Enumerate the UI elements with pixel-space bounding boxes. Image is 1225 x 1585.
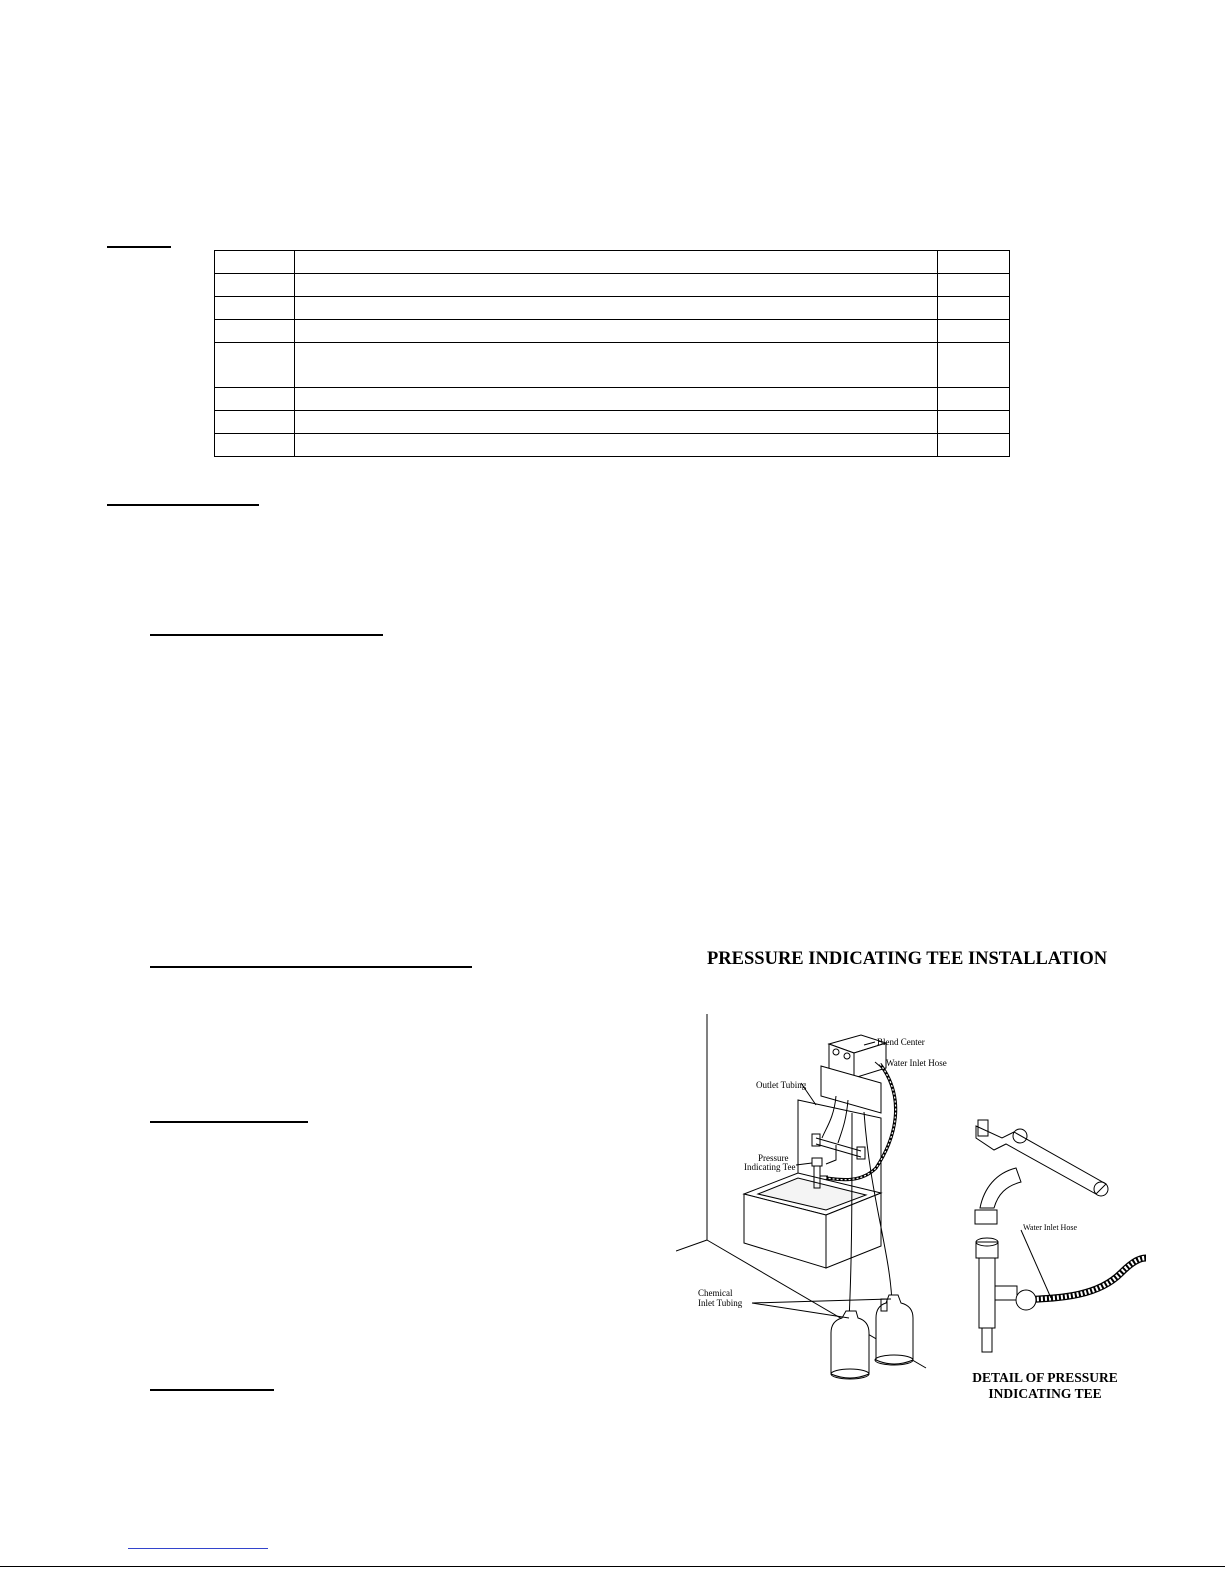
- table-row: [215, 297, 1010, 320]
- table-row: [215, 320, 1010, 343]
- table-row: [215, 434, 1010, 457]
- subsection-heading-underline: [150, 1121, 308, 1123]
- table-row: [215, 274, 1010, 297]
- subsection-heading-underline: [150, 966, 472, 968]
- label-detail-hose: Water Inlet Hose: [1023, 1223, 1077, 1232]
- installation-diagram: [676, 1008, 1146, 1393]
- page-bottom-rule: [0, 1566, 1225, 1567]
- label-pressure-tee-line2: Indicating Tee: [744, 1162, 796, 1172]
- label-pressure-tee-line1: Pressure: [758, 1153, 789, 1163]
- label-chemical-line1: Chemical: [698, 1288, 733, 1298]
- label-outlet-tubing: Outlet Tubing: [756, 1080, 807, 1090]
- section-heading-underline: [107, 246, 171, 248]
- label-water-inlet-hose: Water Inlet Hose: [886, 1058, 947, 1068]
- detail-caption-line2: INDICATING TEE: [988, 1386, 1102, 1401]
- subsection-heading-underline: [150, 634, 383, 636]
- table-row: [215, 411, 1010, 434]
- table-row: [215, 388, 1010, 411]
- section-heading-underline: [107, 504, 259, 506]
- figure-title: PRESSURE INDICATING TEE INSTALLATION: [707, 949, 1108, 969]
- label-chemical-line2: Inlet Tubing: [698, 1298, 743, 1308]
- detail-caption-line1: DETAIL OF PRESSURE: [972, 1370, 1118, 1385]
- subsection-heading-underline: [150, 1389, 274, 1391]
- label-blend-center: Blend Center: [877, 1037, 925, 1047]
- parts-table: [214, 250, 1010, 457]
- table-row: [215, 251, 1010, 274]
- footer-link-underline[interactable]: [128, 1548, 268, 1549]
- detail-caption: [950, 1370, 1140, 1402]
- table-row: [215, 343, 1010, 388]
